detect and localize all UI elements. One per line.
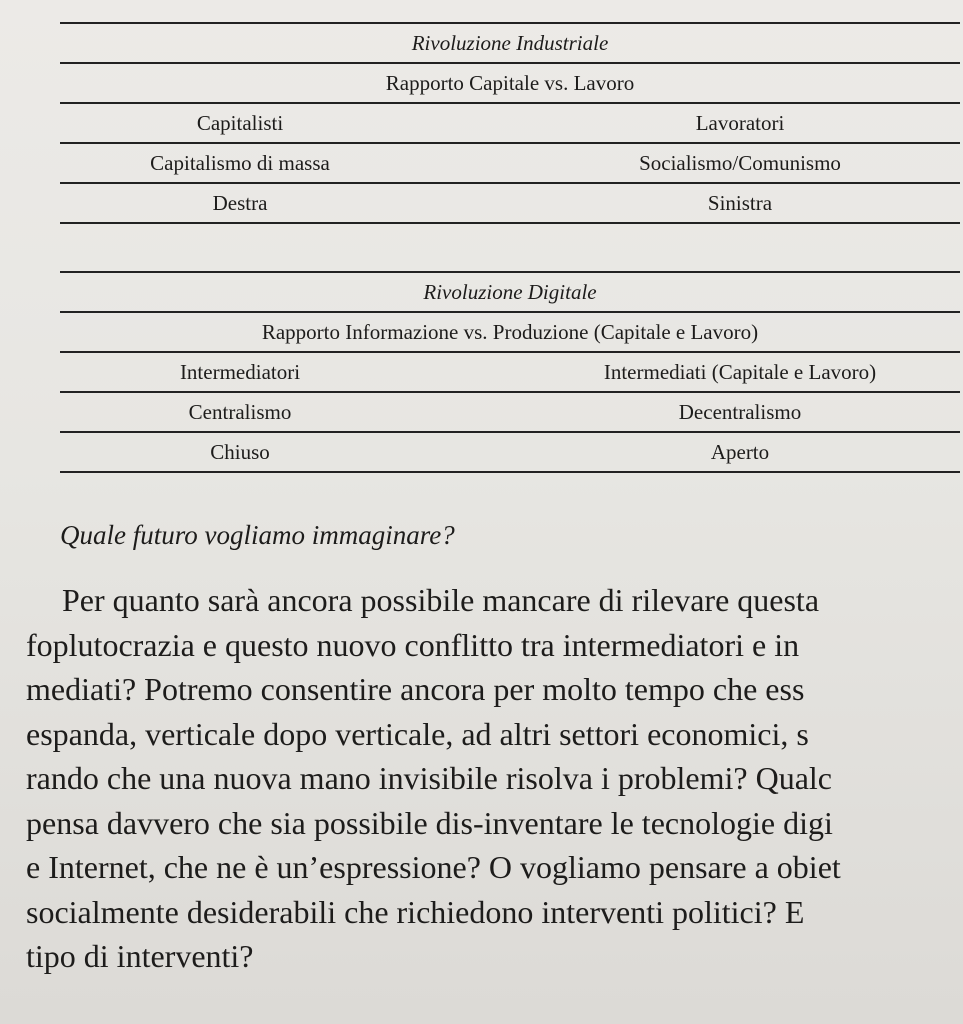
table-cell-left: Capitalisti <box>196 111 284 135</box>
table-cell-right: Socialismo/Comunismo <box>639 151 841 175</box>
table-cell-left: Destra <box>212 191 268 215</box>
table-title: Rivoluzione Digitale <box>423 280 597 304</box>
table-subtitle-row <box>60 313 960 351</box>
table-row <box>60 184 960 222</box>
table-cell-left: Capitalismo di massa <box>150 151 330 175</box>
table-title-row <box>60 24 960 62</box>
table-cell-left: Chiuso <box>210 440 270 464</box>
paragraph-line: e Internet, che ne è un’espressione? O vogliamo pensare a obiet <box>26 849 841 885</box>
table-title: Rivoluzione Industriale <box>411 31 609 55</box>
paragraph-line: Per quanto sarà ancora possibile mancare di rilevare questa <box>62 582 820 618</box>
table-subtitle-row <box>60 64 960 102</box>
paragraph-line: mediati? Potremo consentire ancora per molto tempo che ess <box>26 671 805 707</box>
body-paragraph <box>26 578 963 979</box>
paragraph-line: rando che una nuova mano invisibile risolva i problemi? Qualc <box>26 760 832 796</box>
paragraph-line: socialmente desiderabili che richiedono interventi politici? E <box>26 893 805 930</box>
table-cell-right: Intermediati (Capitale e Lavoro) <box>603 360 877 384</box>
table-subtitle: Rapporto Capitale vs. Lavoro <box>385 71 635 95</box>
section-heading: Quale futuro vogliamo immaginare? <box>60 520 455 550</box>
table-cell-right: Lavoratori <box>695 111 785 135</box>
table-row <box>60 104 960 142</box>
table-cell-left: Intermediatori <box>179 360 301 384</box>
paragraph-line: espanda, verticale dopo verticale, ad altri settori economici, s <box>26 715 809 752</box>
table-row <box>60 433 960 471</box>
paragraph-line: foplutocrazia e questo nuovo conflitto tra intermediatori e in <box>26 626 800 663</box>
table-cell-right: Aperto <box>710 440 770 464</box>
table-rule <box>60 471 960 473</box>
table-row <box>60 353 960 391</box>
table-rule <box>60 222 960 224</box>
table-row <box>60 144 960 182</box>
table-cell-right: Decentralismo <box>678 400 802 424</box>
industrial-revolution-table <box>60 22 960 224</box>
paragraph-line: tipo di interventi? <box>26 938 254 974</box>
table-cell-right: Sinistra <box>707 191 773 215</box>
digital-revolution-table <box>60 271 960 473</box>
table-subtitle: Rapporto Informazione vs. Produzione (Capitale e Lavoro) <box>261 320 759 344</box>
table-row <box>60 393 960 431</box>
paragraph-line: pensa davvero che sia possibile dis-inventare le tecnologie digi <box>26 804 833 841</box>
table-title-row <box>60 273 960 311</box>
table-cell-left: Centralismo <box>188 400 292 424</box>
